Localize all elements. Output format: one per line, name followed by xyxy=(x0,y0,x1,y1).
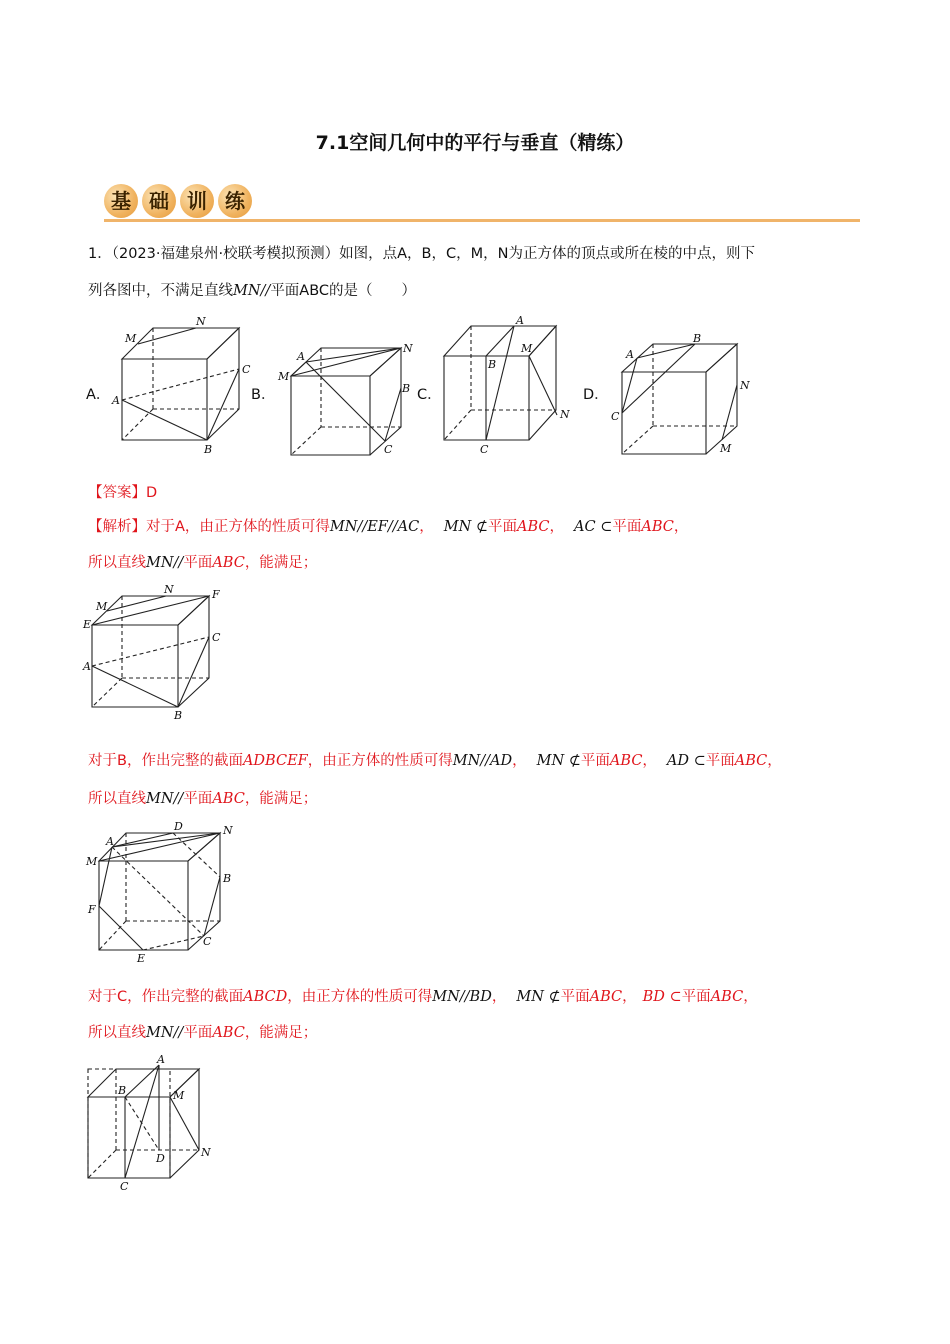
point-label: M xyxy=(86,855,98,868)
point-label: A xyxy=(626,348,634,361)
analysis-text: ， xyxy=(512,753,527,769)
segment-bc xyxy=(178,637,209,707)
analysis-text: 对于C，作出完整的截面 xyxy=(88,989,244,1005)
point-label: A xyxy=(516,314,524,327)
point-label: A xyxy=(297,350,305,363)
segment-af xyxy=(99,847,112,906)
math-expression: ADBCEF xyxy=(242,753,308,769)
solution-c-figure xyxy=(82,1052,242,1197)
analysis-b-line-1 xyxy=(88,751,782,771)
math-expression: ABC xyxy=(734,753,768,769)
analysis-text: 平面 xyxy=(681,989,711,1005)
point-label: C xyxy=(203,935,212,948)
option-b-label: B． xyxy=(251,387,276,403)
point-label: M xyxy=(521,342,533,355)
point-label: A xyxy=(112,394,120,407)
point-label: M xyxy=(278,370,290,383)
point-label: N xyxy=(164,583,174,596)
analysis-text: ， xyxy=(642,753,657,769)
analysis-text: ， xyxy=(767,753,782,769)
option-d-label: D． xyxy=(583,387,609,403)
option-c-figure xyxy=(436,312,586,460)
cube-edge xyxy=(529,326,556,440)
math-expression: ABC xyxy=(212,555,245,571)
analysis-text: 平面 xyxy=(560,989,590,1005)
section-divider xyxy=(104,219,860,222)
point-label: C xyxy=(611,410,620,423)
analysis-text: ， xyxy=(673,519,689,535)
point-label: E xyxy=(83,618,92,631)
point-label: C xyxy=(480,443,489,456)
math-expression: MN// xyxy=(146,555,184,571)
option-a-label: A． xyxy=(86,387,111,403)
point-label: A xyxy=(157,1053,165,1066)
point-label: F xyxy=(88,903,96,916)
segment-ac xyxy=(92,637,209,666)
analysis-text: 平面 xyxy=(705,753,735,769)
point-label: N xyxy=(196,315,206,328)
cube-edge xyxy=(291,376,370,455)
segment-bc xyxy=(207,369,239,440)
segment-mn xyxy=(722,385,737,440)
option-d-figure xyxy=(606,332,756,462)
answer-line xyxy=(88,481,157,502)
point-label: B xyxy=(693,332,702,345)
math-expression: ABC xyxy=(212,791,245,807)
hidden-edge xyxy=(291,427,321,455)
math-expression: ABC xyxy=(589,989,623,1005)
point-label: N xyxy=(223,824,233,837)
analysis-label: 【解析】 xyxy=(88,519,146,535)
point-label: B xyxy=(402,382,411,395)
point-label: M xyxy=(125,332,137,345)
hidden-edge xyxy=(622,426,653,454)
cube-edge xyxy=(622,372,706,454)
math-expression: MN ⊄ xyxy=(536,753,581,769)
question-line-1: 1．（2023·福建泉州·校联考模拟预测）如图，点A，B，C，M，N为正方体的顶点或所在棱的中点，则下 xyxy=(88,246,755,262)
analysis-a-line-1 xyxy=(88,517,688,537)
math-expression: ABC xyxy=(212,1025,245,1041)
point-label: C xyxy=(212,631,221,644)
cube-edge xyxy=(706,344,737,454)
segment-bc xyxy=(385,388,401,441)
analysis-c-line-1 xyxy=(88,987,758,1007)
analysis-text: ，由正方体的性质可得 xyxy=(287,989,433,1005)
segment-bc xyxy=(204,877,220,936)
banner-char: 练 xyxy=(225,189,245,213)
point-label: A xyxy=(83,660,91,673)
analysis-text: 对于B，作出完整的截面 xyxy=(88,753,243,769)
option-c-label: C． xyxy=(417,387,442,403)
banner-char: 训 xyxy=(187,189,207,213)
cube-edge xyxy=(207,328,239,440)
point-label: C xyxy=(120,1180,129,1193)
point-label: D xyxy=(174,820,183,833)
analysis-text: 平面 xyxy=(580,753,610,769)
point-label: F xyxy=(212,588,220,601)
point-label: C xyxy=(384,443,393,456)
segment-ac xyxy=(125,1065,159,1178)
analysis-text: ， xyxy=(622,989,637,1005)
segment-ac xyxy=(122,369,239,400)
point-label: M xyxy=(173,1089,185,1102)
analysis-text: 对于A，由正方体的性质可得 xyxy=(146,519,330,535)
point-label: B xyxy=(118,1084,127,1097)
math-expression: ABC xyxy=(641,519,674,535)
math-expression: MN//EF//AC xyxy=(329,519,420,535)
segment-mn xyxy=(529,356,557,415)
option-a-figure xyxy=(108,312,258,460)
cube-edge xyxy=(122,359,207,440)
analysis-text: ， xyxy=(549,519,565,535)
analysis-a-line-2 xyxy=(88,553,317,573)
cube-edge xyxy=(188,833,220,950)
solution-a-figure xyxy=(82,580,242,725)
math-expression: ABC xyxy=(710,989,744,1005)
analysis-text: ，能满足； xyxy=(244,555,318,571)
point-label: A xyxy=(106,835,114,848)
analysis-text: 平面 xyxy=(612,519,642,535)
point-label: B xyxy=(223,872,232,885)
question-text: 列各图中，不满足直线 xyxy=(88,283,233,299)
banner-char: 础 xyxy=(149,189,169,213)
math-expression: MN ⊄ xyxy=(443,519,489,535)
segment-ab xyxy=(122,400,207,440)
question-line-2 xyxy=(88,281,416,301)
math-expression: MN ⊄ xyxy=(516,989,561,1005)
point-label: N xyxy=(201,1146,211,1159)
point-label: B xyxy=(204,443,213,456)
math-expression: BD ⊂ xyxy=(642,989,682,1005)
point-label: D xyxy=(156,1152,165,1165)
segment-mn xyxy=(170,1097,199,1150)
point-label: N xyxy=(740,379,750,392)
analysis-text: ， xyxy=(743,989,758,1005)
analysis-c-line-2 xyxy=(88,1023,317,1043)
analysis-text: ， xyxy=(419,519,434,535)
cube-edge xyxy=(99,861,188,950)
analysis-text: 所以直线 xyxy=(88,791,146,807)
segment-ec xyxy=(143,936,204,950)
hidden-edge xyxy=(92,678,122,707)
math-expression: AD ⊂ xyxy=(666,753,706,769)
hidden-edge xyxy=(88,1150,116,1178)
analysis-text: 所以直线 xyxy=(88,555,146,571)
segment-mn xyxy=(99,833,220,861)
point-label: C xyxy=(242,363,251,376)
segment-bd xyxy=(125,1097,159,1150)
analysis-text: ，能满足； xyxy=(244,1025,318,1041)
point-label: N xyxy=(560,408,570,421)
math-expression: MN// xyxy=(233,283,271,299)
point-label: E xyxy=(137,952,146,965)
segment-ab xyxy=(92,666,178,707)
point-label: M xyxy=(96,600,108,613)
analysis-text: 平面 xyxy=(488,519,518,535)
math-expression: MN// xyxy=(146,1025,184,1041)
segment-ac xyxy=(622,358,637,413)
analysis-text: 平面 xyxy=(183,1025,213,1041)
analysis-b-line-2 xyxy=(88,789,317,809)
point-label: B xyxy=(488,358,497,371)
page-title: 7.1空间几何中的平行与垂直（精练） xyxy=(315,132,635,154)
solution-b-figure xyxy=(82,818,242,968)
hidden-edge xyxy=(122,409,153,440)
math-expression: MN//BD xyxy=(432,989,492,1005)
math-expression: ABC xyxy=(609,753,643,769)
analysis-text: 平面 xyxy=(183,791,213,807)
analysis-text: ， xyxy=(491,989,507,1005)
hidden-edge xyxy=(444,410,471,440)
math-expression: ABC xyxy=(517,519,550,535)
option-b-figure xyxy=(272,338,422,463)
math-expression: AC ⊂ xyxy=(574,519,613,535)
point-label: N xyxy=(403,342,413,355)
analysis-text: 平面 xyxy=(183,555,213,571)
answer-value: D xyxy=(146,485,158,501)
point-label: M xyxy=(720,442,732,455)
math-expression: MN//AD xyxy=(452,753,513,769)
math-expression: MN// xyxy=(146,791,184,807)
segment-mn xyxy=(138,328,196,344)
point-label: B xyxy=(174,709,183,722)
math-expression: ABCD xyxy=(243,989,288,1005)
analysis-text: ，能满足； xyxy=(244,791,318,807)
analysis-text: ，由正方体的性质可得 xyxy=(307,753,453,769)
cube-edge xyxy=(178,596,209,707)
answer-label: 【答案】 xyxy=(88,485,146,501)
analysis-text: 所以直线 xyxy=(88,1025,146,1041)
banner-char: 基 xyxy=(111,189,131,213)
question-text: 平面ABC的是（ ） xyxy=(270,283,417,299)
segment-ac xyxy=(486,326,514,440)
hidden-edge xyxy=(99,921,126,950)
